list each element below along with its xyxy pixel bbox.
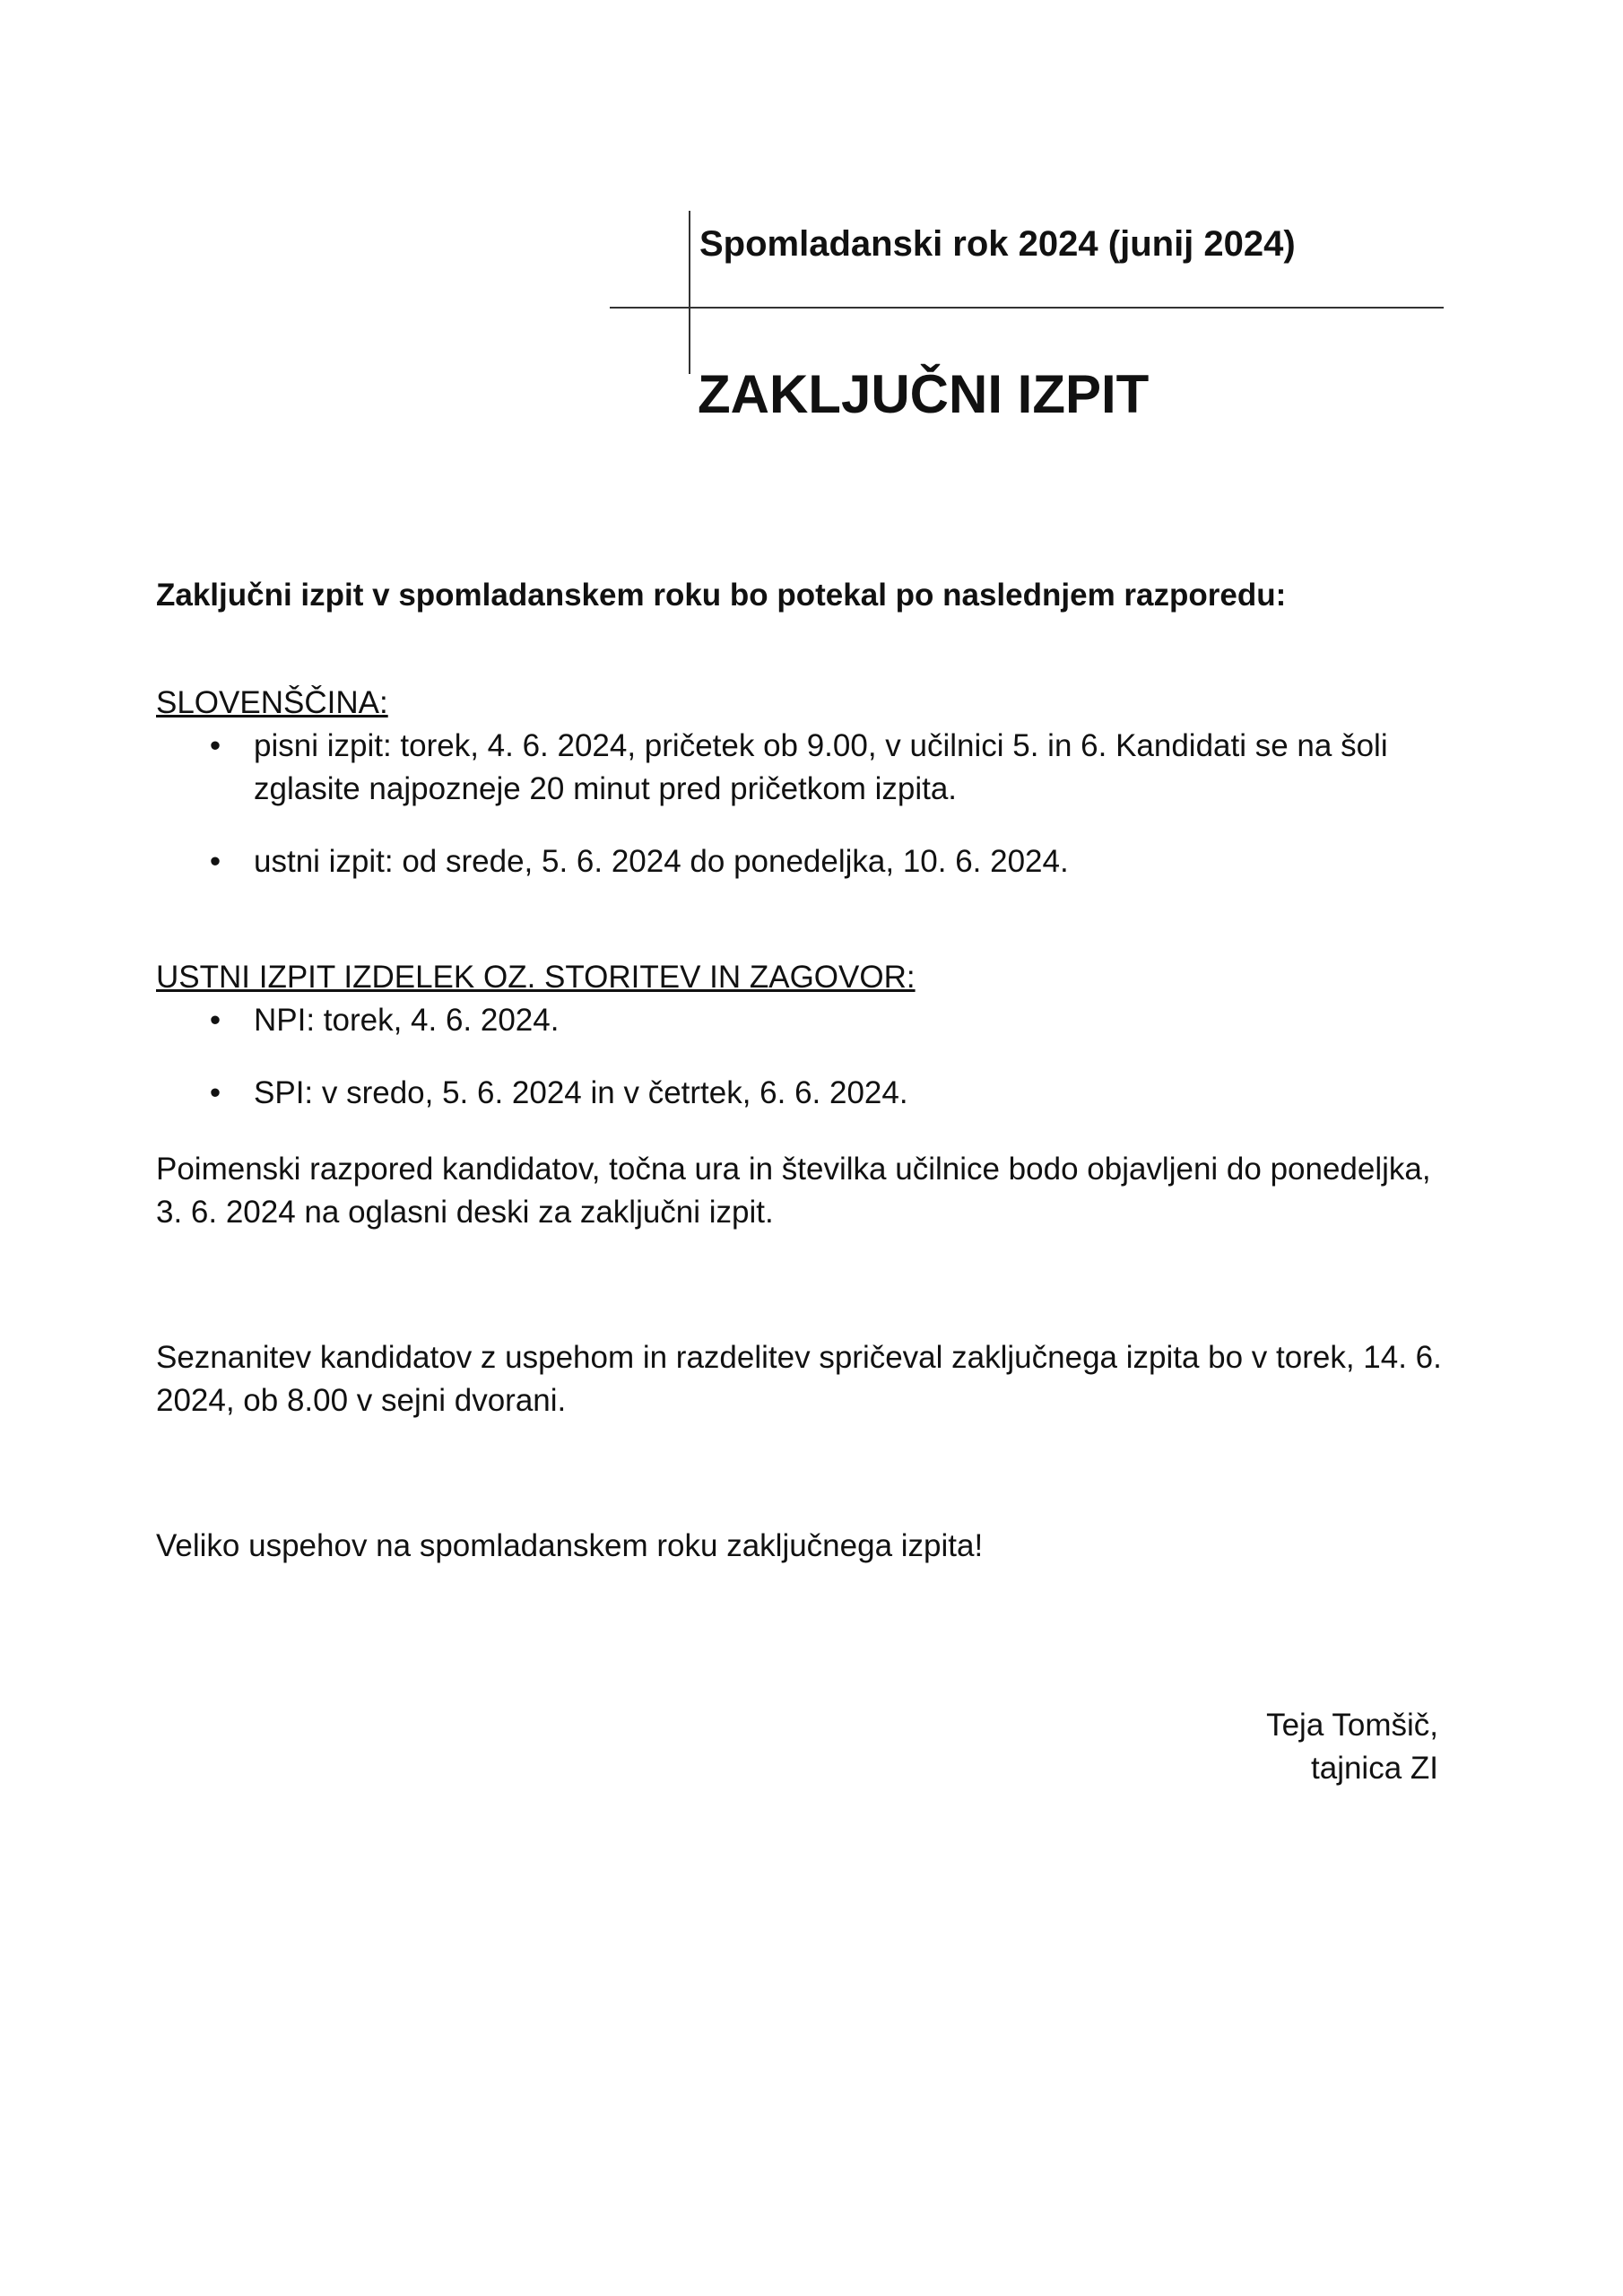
bullet-icon: • <box>209 1003 221 1038</box>
list-item <box>156 840 1465 883</box>
bullet-icon: • <box>209 728 221 763</box>
bullet-list <box>156 999 1465 1115</box>
bullet-icon: • <box>209 844 221 879</box>
header-horizontal-rule <box>610 307 1444 309</box>
bullet-icon: • <box>209 1075 221 1110</box>
signature-name: Teja Tomšič, <box>1266 1708 1438 1743</box>
list-item-text: pisni izpit: torek, 4. 6. 2024, pričetek ob 9.00, v učilnici 5. in 6. Kandidati se na šoli zglasite najpozneje 20 minut pred pričetkom izpita. <box>254 728 1388 806</box>
closing-paragraph: Veliko uspehov na spomladanskem roku zaključnega izpita! <box>156 1528 984 1563</box>
list-item <box>156 999 1465 1042</box>
page-title: ZAKLJUČNI IZPIT <box>698 364 1150 424</box>
list-item <box>156 725 1465 811</box>
schedule-notice-paragraph: Poimenski razpored kandidatov, točna ura in številka učilnice bodo objavljeni do ponedeljka, 3. 6. 2024 na oglasni deski za zaključni izpit. <box>156 1152 1431 1230</box>
section-slovenscina <box>156 682 1465 883</box>
signature-role: tajnica ZI <box>1311 1751 1438 1786</box>
exam-term-heading: Spomladanski rok 2024 (junij 2024) <box>699 224 1296 264</box>
section-ustni-izpit <box>156 956 1465 1115</box>
list-item <box>156 1072 1465 1115</box>
results-notice-paragraph: Seznanitev kandidatov z uspehom in razdelitev spričeval zaključnega izpita bo v torek, 14. 6. 2024, ob 8.00 v sejni dvorani. <box>156 1340 1442 1418</box>
section-heading: SLOVENŠČINA: <box>156 685 388 720</box>
list-item-text: ustni izpit: od srede, 5. 6. 2024 do ponedeljka, 10. 6. 2024. <box>254 844 1069 879</box>
list-item-text: NPI: torek, 4. 6. 2024. <box>254 1003 560 1038</box>
section-heading: USTNI IZPIT IZDELEK OZ. STORITEV IN ZAGOVOR: <box>156 960 916 995</box>
signature-block <box>1266 1704 1438 1790</box>
header-vertical-rule <box>689 211 690 374</box>
list-item-text: SPI: v sredo, 5. 6. 2024 in v četrtek, 6. 6. 2024. <box>254 1075 908 1110</box>
bullet-list <box>156 725 1465 883</box>
intro-text: Zaključni izpit v spomladanskem roku bo potekal po naslednjem razporedu: <box>156 578 1287 613</box>
